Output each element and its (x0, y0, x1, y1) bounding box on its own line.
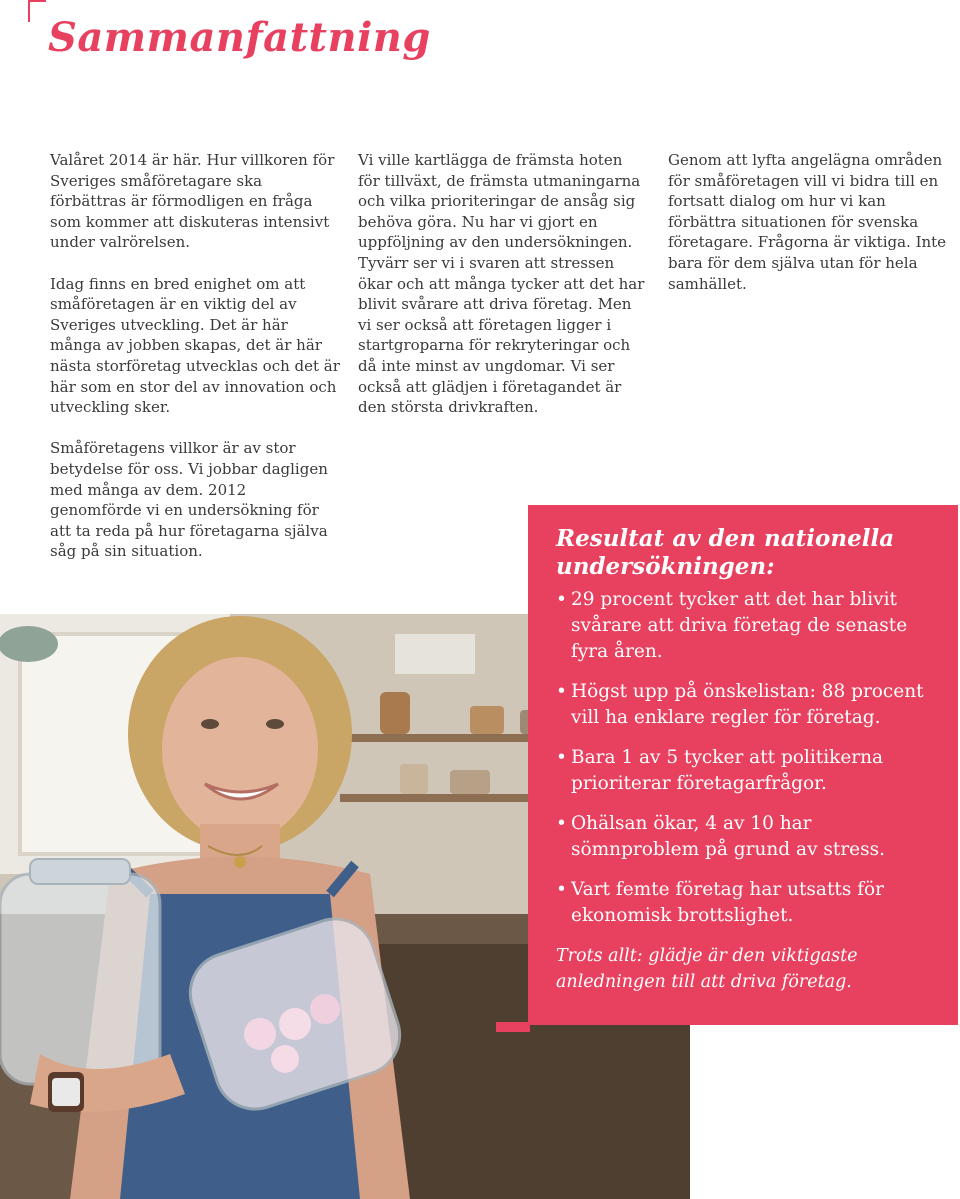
results-list (556, 587, 936, 929)
list-item-text: Bara 1 av 5 tycker att politikerna prioriterar företagarfrågor. (571, 747, 884, 794)
page-title: Sammanfattning (48, 14, 431, 61)
text-column-2 (358, 150, 648, 438)
list-item (556, 745, 936, 797)
list-item-text: 29 procent tycker att det har blivit svårare att driva företag de senaste fyra åren. (571, 589, 908, 662)
paragraph: Småföretagens villkor är av stor betydelse för oss. Vi jobbar dagligen med många av dem. 2012 genomförde vi en undersökning för att ta reda på hur företagarna själva såg på sin situation. (50, 439, 328, 561)
results-note: Trots allt: glädje är den viktigaste anledningen till att driva företag. (556, 946, 858, 992)
text-column-3 (668, 150, 956, 315)
list-item (556, 811, 936, 863)
bullet-icon: • (556, 879, 567, 900)
list-item (556, 587, 936, 665)
bullet-icon: • (556, 589, 567, 610)
corner-crop-mark (28, 0, 46, 22)
list-item-text: Ohälsan ökar, 4 av 10 har sömnproblem på grund av stress. (571, 813, 885, 860)
results-box (528, 505, 958, 1025)
list-item (556, 679, 936, 731)
paragraph: Vi ville kartlägga de främsta hoten för tillväxt, de främsta utmaningarna och vilka prioriteringar de ansåg sig behöva göra. Nu har vi gjort en uppföljning av den undersökningen. Tyvärr ser vi i svaren att stressen ökar och att många tycker att det har blivit svårare att driva företag. Men vi ser också att företagen ligger i startgroparna för rekryteringar och då inte minst av ungdomar. Vi ser också att glädjen i företagandet är den största drivkraften. (358, 151, 645, 417)
text-column-1 (50, 150, 340, 582)
list-item-text: Högst upp på önskelistan: 88 procent vill ha enklare regler för företag. (571, 681, 924, 728)
list-item (556, 877, 936, 929)
paragraph: Idag finns en bred enighet om att småföretagen är en viktig del av Sveriges utveckling. Det är här många av jobben skapas, det är här nästa storföretag utvecklas och det är här som en stor del av innovation och utveckling sker. (50, 274, 340, 417)
paragraph: Valåret 2014 är här. Hur villkoren för Sveriges småföretagare ska förbättras är förmodligen en fråga som kommer att diskuteras intensivt under valrörelsen. (50, 151, 335, 252)
list-item-text: Vart femte företag har utsatts för ekonomisk brottslighet. (571, 879, 885, 926)
bullet-icon: • (556, 681, 567, 702)
bullet-icon: • (556, 747, 567, 768)
paragraph: Genom att lyfta angelägna områden för småföretagen vill vi bidra till en fortsatt dialog om hur vi kan förbättra situationen för svenska företagare. Frågorna är viktiga. Inte bara för dem själva utan för hela samhället. (668, 151, 947, 293)
accent-stripe (496, 1022, 530, 1032)
results-title: Resultat av den nationella undersökningen: (556, 525, 895, 580)
bullet-icon: • (556, 813, 567, 834)
